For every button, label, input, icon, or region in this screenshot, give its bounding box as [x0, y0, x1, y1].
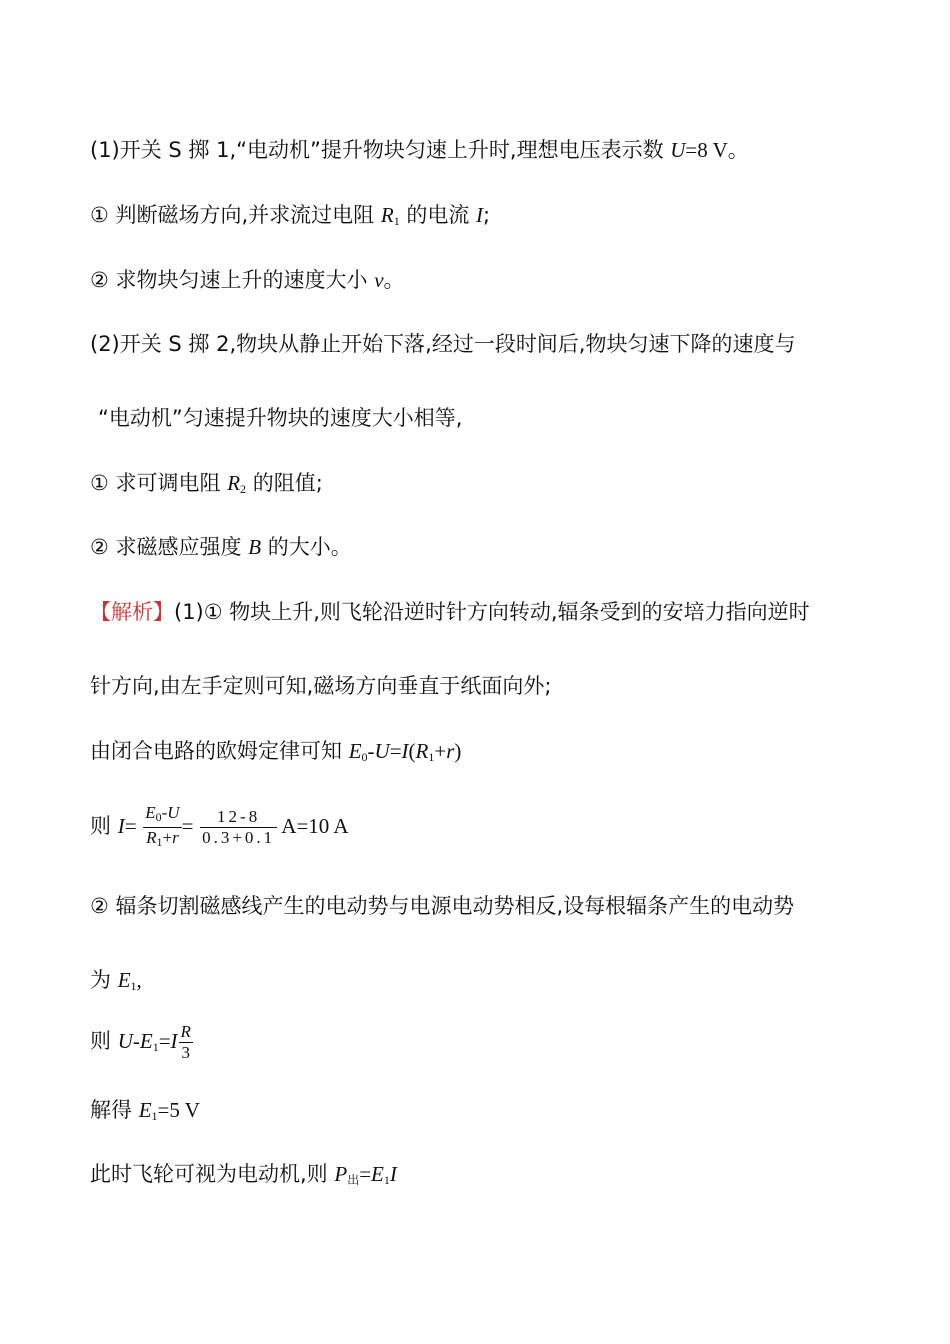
q1-var-u: U — [670, 138, 686, 162]
question-2-continued — [98, 404, 462, 432]
q2-1-text: ① 求可调电阻 — [90, 471, 228, 495]
var-u: U — [167, 802, 180, 822]
op-equals: = — [158, 1029, 171, 1053]
sub-0: 0 — [155, 809, 162, 824]
fraction-3-denominator: 3 — [179, 1042, 193, 1063]
op-equals: = — [124, 814, 137, 838]
question-1-2 — [90, 266, 405, 294]
sub-2: 2 — [240, 482, 247, 496]
solution-line-5 — [90, 892, 794, 920]
sub-1: 1 — [130, 979, 137, 993]
var-r: R — [227, 471, 241, 495]
sub-1: 1 — [156, 834, 163, 849]
solution-text-5: ② 辐条切割磁感线产生的电动势与电源电动势相反,设每根辐条产生的电动势 — [90, 894, 795, 918]
var-i: I — [401, 739, 409, 763]
sub-out: 出 — [347, 1173, 360, 1187]
question-1-1 — [90, 201, 490, 235]
var-e: E — [348, 739, 362, 763]
result-value: A=10 A — [277, 814, 349, 838]
var-r: R — [380, 203, 394, 227]
op-minus: - — [132, 1029, 140, 1053]
sub-1: 1 — [383, 1173, 390, 1187]
var-e: E — [117, 968, 131, 992]
question-2 — [90, 330, 796, 358]
paren-close: ) — [454, 739, 462, 763]
q1-text: (1)开关 S 掷 1,“电动机”提升物块匀速上升时,理想电压表示数 — [90, 138, 671, 162]
var-e: E — [139, 1029, 153, 1053]
q1-1-text-c: ; — [483, 203, 491, 227]
var-e: E — [371, 1162, 384, 1186]
q2-text: (2)开关 S 掷 2,物块从静止开始下落,经过一段时间后,物块匀速下降的速度与 — [90, 332, 796, 356]
q2-1-text-b: 的阻值; — [246, 471, 323, 495]
solution-line-4 — [90, 800, 349, 852]
solution-line-7 — [90, 1018, 193, 1070]
var-r: R — [415, 739, 429, 763]
paren-open: ( — [408, 739, 416, 763]
question-1 — [90, 136, 749, 164]
solution-text-7: 则 — [90, 1029, 118, 1053]
var-r-small: r — [446, 739, 455, 763]
var-i: I — [117, 814, 125, 838]
sub-1: 1 — [393, 214, 400, 228]
fraction-2-numerator: 12-8 — [217, 806, 261, 826]
q1-value: =8 V。 — [685, 138, 749, 162]
solution-line-1 — [90, 598, 810, 626]
q1-2-text: ② 求物块匀速上升的速度大小 — [90, 268, 375, 292]
solution-text-2: 针方向,由左手定则可知,磁场方向垂直于纸面向外; — [90, 674, 552, 698]
q1-2-text-b: 。 — [383, 268, 405, 292]
var-u: U — [374, 739, 390, 763]
sub-1: 1 — [151, 1109, 158, 1123]
sub-0: 0 — [361, 750, 368, 764]
solution-text-1: (1)① 物块上升,则飞轮沿逆时针方向转动,辐条受到的安培力指向逆时 — [174, 600, 810, 624]
solution-text-3: 由闭合电路的欧姆定律可知 — [90, 739, 349, 763]
fraction-2 — [200, 807, 277, 848]
var-i: I — [476, 203, 484, 227]
fraction-1-denominator — [143, 827, 181, 852]
op-equals: = — [359, 1162, 372, 1186]
fraction-2-denominator: 0.3+0.1 — [202, 827, 276, 847]
q2-2-text: ② 求磁感应强度 — [90, 535, 249, 559]
sub-1: 1 — [152, 1040, 159, 1054]
op-minus: - — [367, 739, 375, 763]
solution-text-4: 则 — [90, 814, 118, 838]
solution-line-6 — [90, 966, 142, 1000]
var-v: v — [374, 268, 384, 292]
question-2-2 — [90, 533, 352, 561]
var-r-small: r — [172, 827, 179, 847]
fraction-1-numerator — [143, 803, 181, 827]
solution-text-9: 此时飞轮可视为电动机,则 — [90, 1162, 335, 1186]
fraction-1 — [143, 803, 181, 852]
fraction-3-numerator: R — [180, 1021, 191, 1041]
q1-1-text-b: 的电流 — [399, 203, 477, 227]
var-e: E — [138, 1098, 152, 1122]
question-2-1 — [90, 469, 323, 503]
var-i: I — [170, 1029, 178, 1053]
op-equals: = — [181, 814, 194, 838]
op-plus: + — [162, 827, 173, 847]
var-b: B — [248, 535, 262, 559]
q2-2-text-b: 的大小。 — [261, 535, 352, 559]
q1-1-text: ① 判断磁场方向,并求流过电阻 — [90, 203, 381, 227]
op-equals: = — [389, 739, 402, 763]
var-u: U — [117, 1029, 133, 1053]
sub-1: 1 — [428, 750, 435, 764]
var-p: P — [334, 1162, 348, 1186]
solution-tag: 【解析】 — [90, 600, 174, 624]
solution-line-9 — [90, 1160, 397, 1194]
var-r: R — [146, 827, 157, 847]
solution-text-6: 为 — [90, 968, 118, 992]
solution-line-8 — [90, 1096, 200, 1130]
var-i: I — [389, 1162, 397, 1186]
fraction-3 — [179, 1022, 193, 1063]
q2-cont-text: “电动机”匀速提升物块的速度大小相等, — [98, 406, 463, 430]
result-value: =5 V — [157, 1098, 200, 1122]
solution-text-8: 解得 — [90, 1098, 139, 1122]
op-plus: + — [434, 739, 447, 763]
op-minus: - — [161, 802, 168, 822]
solution-line-3 — [90, 737, 461, 771]
var-e: E — [145, 802, 156, 822]
solution-line-2 — [90, 672, 551, 700]
comma: , — [136, 968, 142, 992]
